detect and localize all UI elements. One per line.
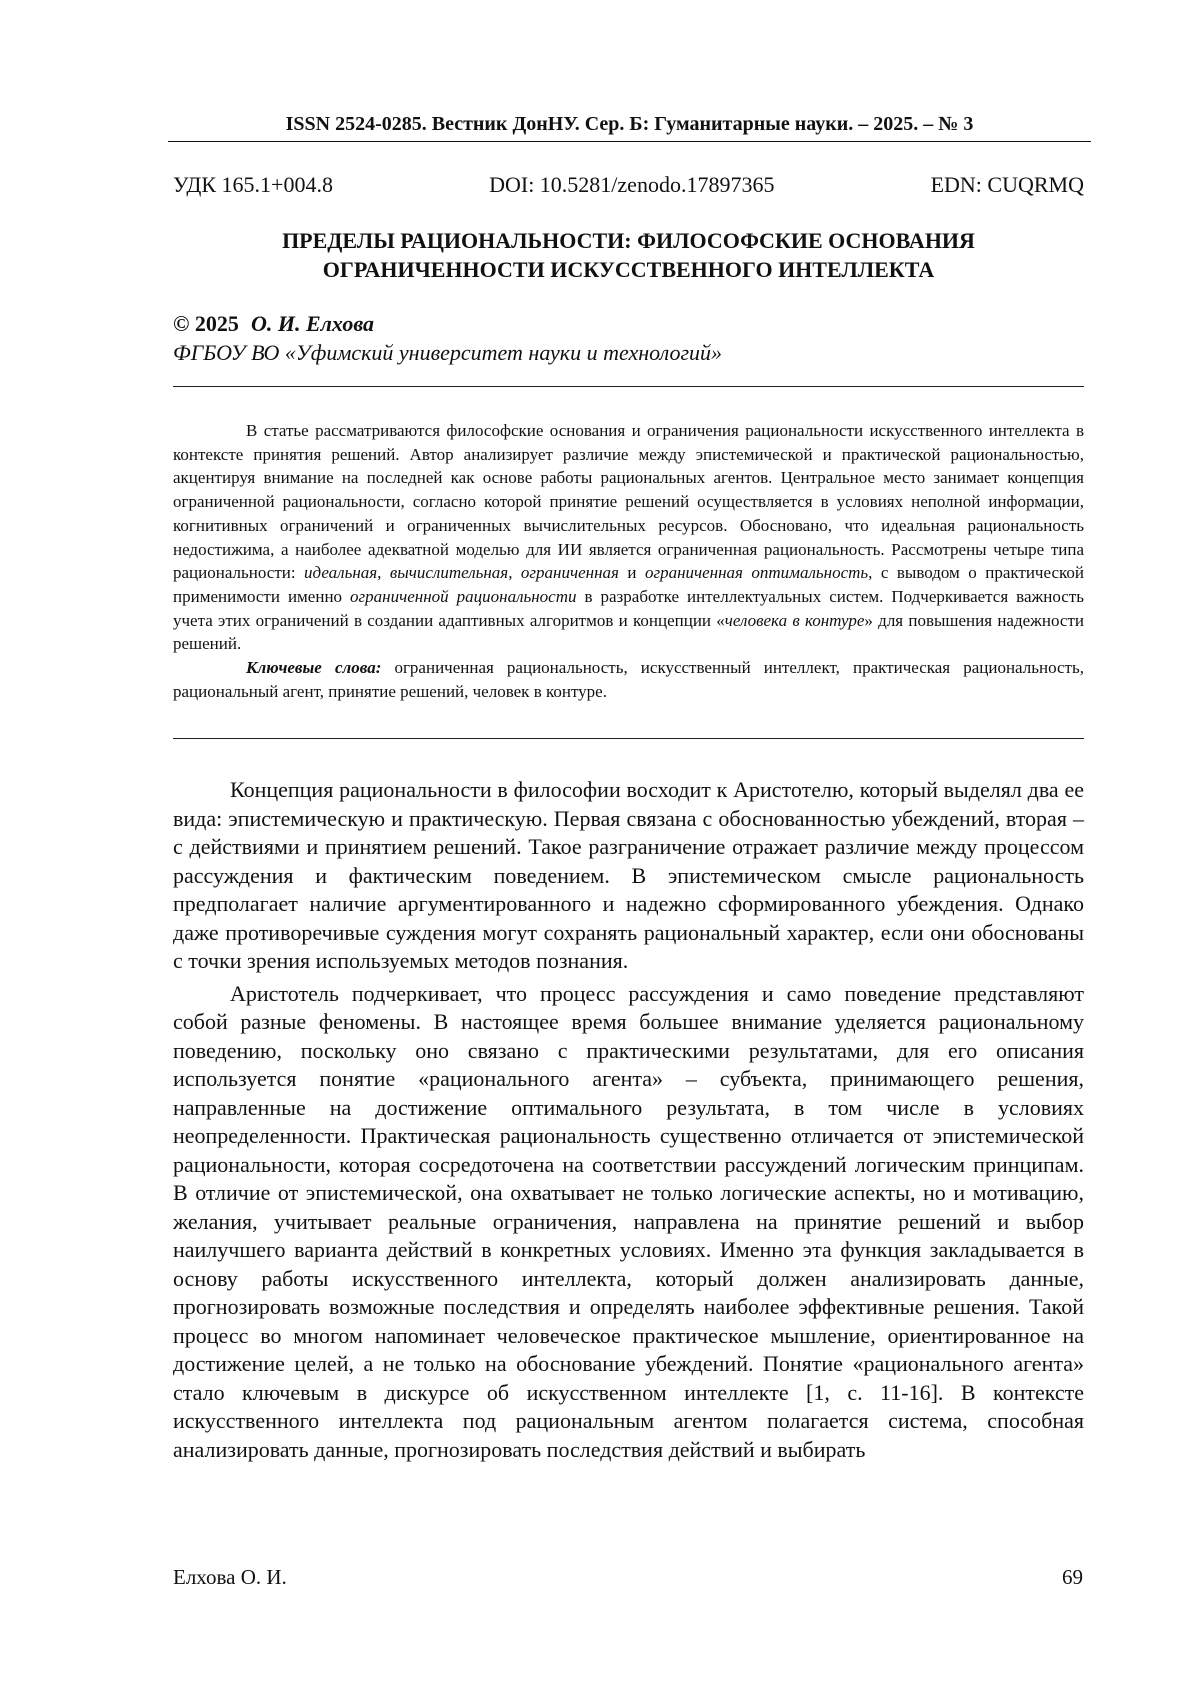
body-paragraph-1: Концепция рациональности в философии восходит к Аристотелю, который выделял два ее вида: эпистемическую и практическую. Первая связана с обоснованностью убеждений, вторая – с действиями и принятием решений. Такое разграничение отражает различие между процессом рассуждения и фактическим поведением. В эпистемическом смысле рациональность предполагает наличие аргументированного и надежно сформированного убеждения. Однако даже противоречивые суждения могут сохранять рациональный характер, если они обоснованы с точки зрения используемых методов познания. [173, 777, 1084, 973]
header-rule [168, 141, 1091, 142]
title-line-1: ПРЕДЕЛЫ РАЦИОНАЛЬНОСТИ: ФИЛОСОФСКИЕ ОСНОВАНИЯ [282, 228, 975, 253]
copyright-year: © 2025 [173, 311, 239, 336]
keywords-list: ограниченная рациональность, искусственный интеллект, практическая рациональность, рациональный агент, принятие решений, человек в контуре. [173, 658, 1084, 701]
abstract-text: , с выводом о практической применимости именно [173, 563, 1084, 606]
running-head: ISSN 2524-0285. Вестник ДонНУ. Сер. Б: Гуманитарные науки. – 2025. – № 3 [285, 113, 974, 135]
abstract-emphasis: идеальная, вычислительная, ограниченная [304, 563, 619, 583]
body-paragraph-2: Аристотель подчеркивает, что процесс рассуждения и само поведение представляют собой разные феномены. В настоящее время большее внимание уделяется рациональному поведению, поскольку оно связано с практическими результатами, для его описания используется понятие «рационального агента» – субъекта, принимающего решения, направленные на достижение оптимального результата, в том числе в условиях неопределенности. Практическая рациональность существенно отличается от эпистемической рациональности, которая сосредоточена на соответствии рассуждений логическим принципам. В отличие от эпистемической, она охватывает не только логические аспекты, но и мотивацию, желания, учитывает реальные ограничения, направлена на принятие решений и выбор наилучшего варианта действий в конкретных условиях. Именно эта функция закладывается в основу работы искусственного интеллекта, который должен анализировать данные, прогнозировать возможные последствия и определять наиболее эффективные решения. Такой процесс во многом напоминает человеческое практическое мышление, ориентированное на достижение целей, а не только на обоснование убеждений. Понятие «рационального агента» стало ключевым в дискурсе об искусственном интеллекте [1, с. 11-16]. В контексте искусственного интеллекта под рациональным агентом полагается система, способная анализировать данные, прогнозировать последствия действий и выбирать [173, 980, 1084, 1462]
doi-link[interactable]: DOI: 10.5281/zenodo.17897365 [489, 172, 775, 197]
author-name: О. И. Елхова [250, 311, 375, 336]
page-number: 69 [1062, 1565, 1083, 1589]
abstract-text: В статье рассматриваются философские основания и ограничения рациональности искусственного интеллекта в контексте принятия решений. Автор анализирует различие между эпистемической и практической рациональностью, акцентируя внимание на последней как основе работы рациональных агентов. Центральное место занимает концепция ограниченной рациональности, согласно которой принятие решений осуществляется в условиях неполной информации, когнитивных ограничений и ограниченных вычислительных ресурсов. Обосновано, что идеальная рациональность недостижима, а наиболее адекватной моделью для ИИ является ограниченная рациональность. Рассмотрены четыре типа рациональности: [173, 421, 1084, 583]
abstract [173, 419, 1084, 703]
footer-author: Елхова О. И. [173, 1565, 287, 1589]
article-body [173, 776, 1084, 1468]
author-affiliation: ФГБОУ ВО «Уфимский университет науки и технологий» [173, 340, 723, 365]
abstract-text: » для повышения надежности решений. [173, 610, 1084, 654]
author-line [173, 311, 374, 337]
udk-code: УДК 165.1+004.8 [173, 172, 333, 197]
abstract-emphasis: человека в контуре [724, 610, 865, 630]
abstract-top-rule [173, 386, 1084, 387]
abstract-bottom-rule [173, 738, 1084, 739]
article-title [173, 226, 1084, 284]
edn-code: EDN: CUQRMQ [930, 172, 1084, 197]
article-identifiers [173, 172, 1084, 198]
title-line-2: ОГРАНИЧЕННОСТИ ИСКУССТВЕННОГО ИНТЕЛЛЕКТА [322, 257, 935, 282]
abstract-paragraph [173, 419, 1084, 656]
keywords-paragraph [173, 656, 1084, 703]
keywords-label: Ключевые слова: [246, 658, 382, 678]
abstract-emphasis: ограниченная оптимальность [644, 563, 869, 583]
abstract-text: и [618, 563, 645, 583]
abstract-text: в разработке интеллектуальных систем. Подчеркивается важность учета этих ограничений в создании адаптивных алгоритмов и концепции « [173, 586, 1084, 630]
abstract-emphasis: ограниченной рациональности [350, 586, 577, 606]
